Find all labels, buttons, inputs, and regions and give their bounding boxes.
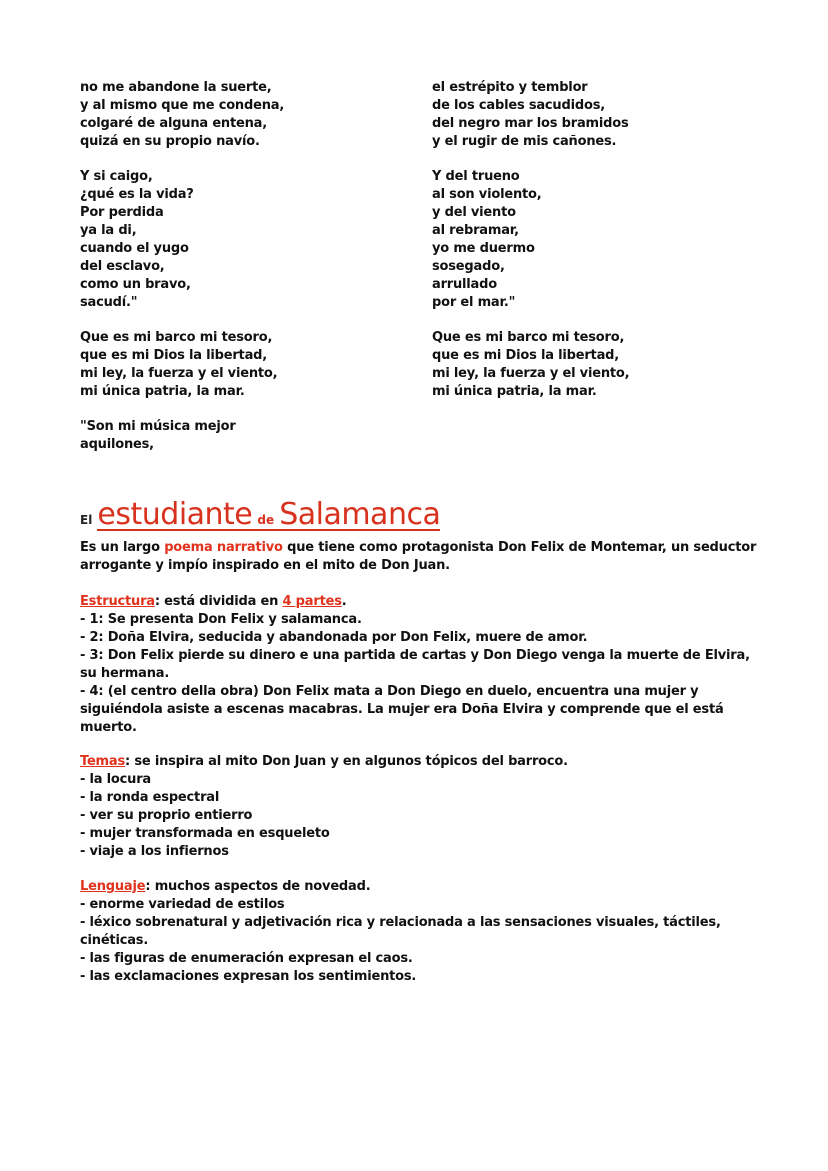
poem-line: del negro mar los bramidos [432,116,629,131]
poem-line: el estrépito y temblor [432,80,588,95]
poem-line: mi ley, la fuerza y el viento, [80,366,278,381]
poem-left-column [80,79,400,471]
poem-stanza [80,79,400,151]
list-item: - las figuras de enumeración expresan el caos. [80,951,413,966]
poem-line: Por perdida [80,205,164,220]
poem-line: del esclavo, [80,259,165,274]
poem-line: colgaré de alguna entena, [80,116,267,131]
temas-text: : se inspira al mito Don Juan y en algunos tópicos del barroco. [125,754,568,769]
poem-line: Y si caigo, [80,169,153,184]
intro-text-end: que tiene como protagonista Don Felix de Montemar, un seductor arrogante y impío inspirado en el mito de Don Juan. [80,540,757,573]
temas-label: Temas [80,754,126,769]
poem-line: Y del trueno [432,169,520,184]
poem-line: y el rugir de mis cañones. [432,134,617,149]
intro-text: Es un largo [80,540,165,555]
poem-line: que es mi Dios la libertad, [432,348,619,363]
list-item: - 1: Se presenta Don Felix y salamanca. [80,612,362,627]
poem-stanza [432,79,752,151]
estructura-section [80,593,760,737]
poem-stanza [80,168,400,312]
estructura-end: . [341,594,347,609]
poem-line: mi única patria, la mar. [432,384,597,399]
poem-stanza [432,168,752,312]
list-item: - la locura [80,772,152,787]
poem-right-column [432,79,752,418]
title-salamanca: Salamanca [279,497,441,532]
poem-line: y del viento [432,205,516,220]
poem-line: sacudí." [80,295,138,310]
estructura-highlight: 4 partes [282,594,342,609]
poem-line: ya la di, [80,223,137,238]
lenguaje-label: Lenguaje [80,879,146,894]
poem-line: que es mi Dios la libertad, [80,348,267,363]
poem-line: mi única patria, la mar. [80,384,245,399]
poem-line: "Son mi música mejor [80,419,236,434]
poem-line: al son violento, [432,187,542,202]
intro-highlight: poema narrativo [164,540,283,555]
poem-line: Que es mi barco mi tesoro, [80,330,273,345]
estructura-text: : está dividida en [154,594,283,609]
poem-line: no me abandone la suerte, [80,80,272,95]
poem-line: quizá en su propio navío. [80,134,260,149]
poem-line: yo me duermo [432,241,535,256]
lenguaje-text: : muchos aspectos de novedad. [145,879,371,894]
poem-line: ¿qué es la vida? [80,187,194,202]
poem-line: por el mar." [432,295,516,310]
title-de: de [257,513,275,527]
poem-line: como un bravo, [80,277,191,292]
estructura-label: Estructura [80,594,155,609]
poem-line: sosegado, [432,259,505,274]
poem-stanza [432,329,752,401]
lenguaje-section [80,878,760,986]
list-item: - léxico sobrenatural y adjetivación rica y relacionada a las sensaciones visuales, táctiles, cinéticas. [80,915,721,948]
title-estudiante: estudiante [97,497,253,532]
list-item: - viaje a los infiernos [80,844,229,859]
temas-section [80,753,760,861]
list-item: - 3: Don Felix pierde su dinero e una partida de cartas y Don Diego venga la muerte de Elvira, su hermana. [80,648,750,681]
poem-stanza [80,418,400,454]
list-item: - ver su proprio entierro [80,808,253,823]
poem-line: y al mismo que me condena, [80,98,285,113]
section-title [80,497,440,532]
list-item: - mujer transformada en esqueleto [80,826,330,841]
poem-stanza [80,329,400,401]
poem-line: aquilones, [80,437,154,452]
poem-line: de los cables sacudidos, [432,98,605,113]
poem-line: cuando el yugo [80,241,189,256]
list-item: - 2: Doña Elvira, seducida y abandonada por Don Felix, muere de amor. [80,630,588,645]
poem-line: Que es mi barco mi tesoro, [432,330,625,345]
poem-line: mi ley, la fuerza y el viento, [432,366,630,381]
list-item: - las exclamaciones expresan los sentimientos. [80,969,417,984]
poem-line: al rebramar, [432,223,519,238]
intro-paragraph [80,539,760,575]
list-item: - 4: (el centro della obra) Don Felix mata a Don Diego en duelo, encuentra una mujer y siguiéndola asiste a escenas macabras. La mujer era Doña Elvira y comprende que el está muerto. [80,684,724,735]
poem-line: arrullado [432,277,497,292]
list-item: - enorme variedad de estilos [80,897,285,912]
list-item: - la ronda espectral [80,790,220,805]
title-el: El [80,513,93,527]
